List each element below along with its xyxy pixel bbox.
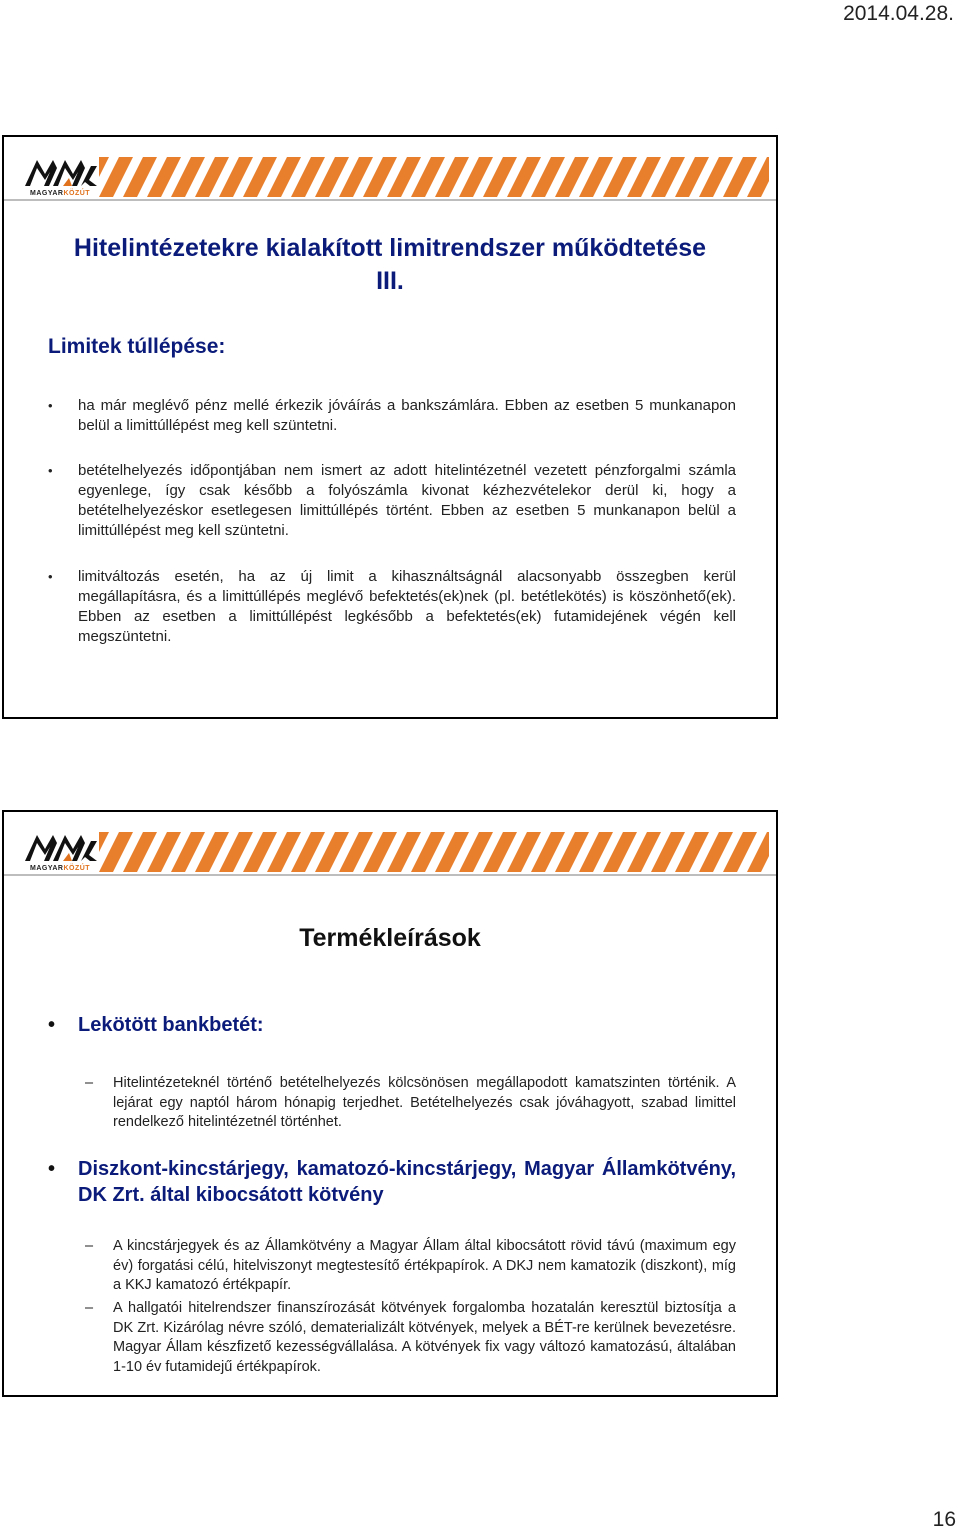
slide-limits bbox=[2, 135, 778, 719]
page-number: 16 bbox=[932, 1508, 956, 1531]
magyar-kozut-logo: MAGYARKÖZÚT bbox=[23, 831, 97, 873]
section-heading: • Diszkont-kincstárjegy, kamatozó-kincstárjegy, Magyar Államkötvény, DK Zrt. által kibocsátott kötvény bbox=[78, 1156, 736, 1208]
slide-title: Termékleírások bbox=[299, 924, 481, 952]
limits-subheading: Limitek túllépése: bbox=[48, 335, 226, 358]
list-item: – A kincstárjegyek és az Államkötvény a Magyar Állam által kibocsátott rövid távú (maximum egy év) forgatási célú, hitelviszonyt megtestesítő értékpapírok. A DKJ nem kamatozik (diszkont), míg a KKJ kamatozó értékpapír. bbox=[113, 1237, 736, 1296]
magyar-kozut-logo: MAGYARKÖZÚT bbox=[23, 156, 97, 198]
slide-products bbox=[2, 810, 778, 1397]
slide-header bbox=[4, 137, 776, 207]
date-label: 2014.04.28. bbox=[843, 2, 954, 25]
header-stripes bbox=[99, 157, 769, 197]
slide-header bbox=[4, 812, 776, 882]
list-item: – Hitelintézeteknél történő betételhelyezés kölcsönösen megállapodott kamatszinten történik. A lejárat egy naptól három hónapig terjedhet. Betételhelyezés csak jóváhagyott, szabad limittel rendelkező hitelintézetnél történhet. bbox=[113, 1074, 736, 1133]
header-stripes bbox=[99, 832, 769, 872]
list-item: • ha már meglévő pénz mellé érkezik jóváírás a bankszámlára. Ebben az esetben 5 munkanapon belül a limittúllépést meg kell szüntetni. bbox=[78, 396, 736, 436]
section-heading: • Lekötött bankbetét: bbox=[78, 1012, 736, 1038]
list-item: – A hallgatói hitelrendszer finanszírozását kötvények forgalomba hozatalán keresztül biztosítja a DK Zrt. Kizárólag névre szóló, dematerializált kötvények, melyek a BÉT-re kerülnek bevezetésre. Magyar Állam készfizető kezességvállalása. A kötvények fix vagy változó kamatozású, általában 1-10 év futamidejű értékpapírok. bbox=[113, 1299, 736, 1377]
list-item: • betételhelyezés időpontjában nem ismert az adott hitelintézetnél vezetett pénzforgalmi számla egyenlege, így csak később a folyószámla kivonat kézhezvételekor derül ki, hogy a betételhelyezéskor esetlegesen limittúllépés történt. Ebben az esetben 5 munkanapon belül a limittúllépést meg kell szüntetni. bbox=[78, 461, 736, 541]
list-item: • limitváltozás esetén, ha az új limit a kihasználtságnál alacsonyabb összegben kerül megállapításra, és a limittúllépés meglévő befektetés(ek)nek (pl. betétlekötés) is köszönhető(ek). Ebben az esetben a limittúllépést legkésőbb a befektetés(ek) futamidejének végén kell megszüntetni. bbox=[78, 567, 736, 647]
slide-title: Hitelintézetekre kialakított limitrendszer működtetése III. bbox=[73, 234, 707, 295]
